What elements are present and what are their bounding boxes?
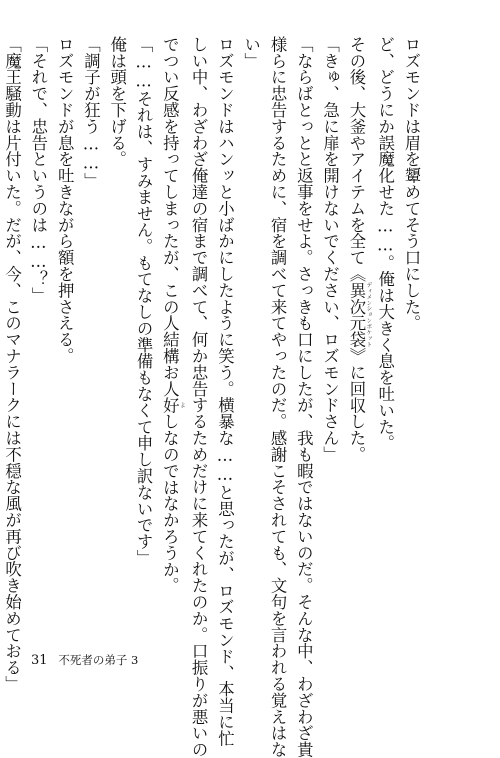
text-line-12: 「……それは、すみません。もてなしの準備もなくて申し訳ないです」 xyxy=(134,36,154,566)
text-line-3-end: に回収した。 xyxy=(346,364,366,463)
text-line-13: 俺は頭を下げる。 xyxy=(107,36,127,168)
text-line-11-start: でつい反感を持ってしまったが、この人結構お人 xyxy=(160,36,180,397)
text-line-10: しい中、わざわざ俺達の宿まで調べて、何か忠告するためだけに来てくれたのか。口振りが悪いの xyxy=(189,36,209,758)
text-line-1: ロズモンドは眉を顰めてそう口にした。 xyxy=(402,36,421,332)
text-line-2: ど、どうにか誤魔化せた……。俺は大きく息を吐いた。 xyxy=(375,36,395,452)
item-bag-reading: ディメンションポケット xyxy=(365,282,372,348)
page-footer xyxy=(31,651,138,669)
text-line-3-start: その後、大釜やアイテムを全て xyxy=(346,36,366,266)
text-line-15: ロズモンドが息を吐きながら額を押さえる。 xyxy=(55,36,75,364)
text-line-11 xyxy=(156,36,185,648)
text-line-4: 「きゅ、急に扉を開けないでください、ロズモンドさん」 xyxy=(320,36,340,463)
text-line-17: 「魔王騒動は片付いた。だが、今、このマナラークには不穏な風が再び吹き始めておる」 xyxy=(2,36,22,692)
good-person-word: 好 xyxy=(160,396,180,414)
text-line-9: ロズモンドはハンッと小ばかにしたように笑う。横暴な……と思ったが、ロズモンド、本当に忙 xyxy=(215,36,235,747)
text-line-11-end: しなのではなかろうか。 xyxy=(160,413,180,594)
book-title: 不死者の弟子 3 xyxy=(58,653,139,667)
item-bag-close-bracket: 》 xyxy=(346,347,366,365)
good-person-reading: よ xyxy=(178,396,185,414)
text-line-6: 様らに忠告するために、宿を調べて来てやったのだ。感謝こそされても、文句を言われる覚えはな xyxy=(268,36,288,758)
item-bag-name: 異次元袋 xyxy=(346,282,366,348)
text-line-5: 「ならばとっとと返事をせよ。さっきも口にしたが、我も暇ではないのだ。そんな中、わざわざ貴 xyxy=(294,36,314,758)
good-person-ruby-term xyxy=(160,396,185,414)
text-line-7: い」 xyxy=(241,36,261,69)
text-line-3 xyxy=(343,36,372,648)
text-line-14: 「調子が狂う……」 xyxy=(81,36,101,189)
text-line-16: 「それで、忠告というのは……？」 xyxy=(28,36,48,304)
page-number: 31 xyxy=(31,653,48,668)
item-bag-ruby-term xyxy=(346,282,372,348)
item-bag-open-bracket: 《 xyxy=(346,265,366,283)
